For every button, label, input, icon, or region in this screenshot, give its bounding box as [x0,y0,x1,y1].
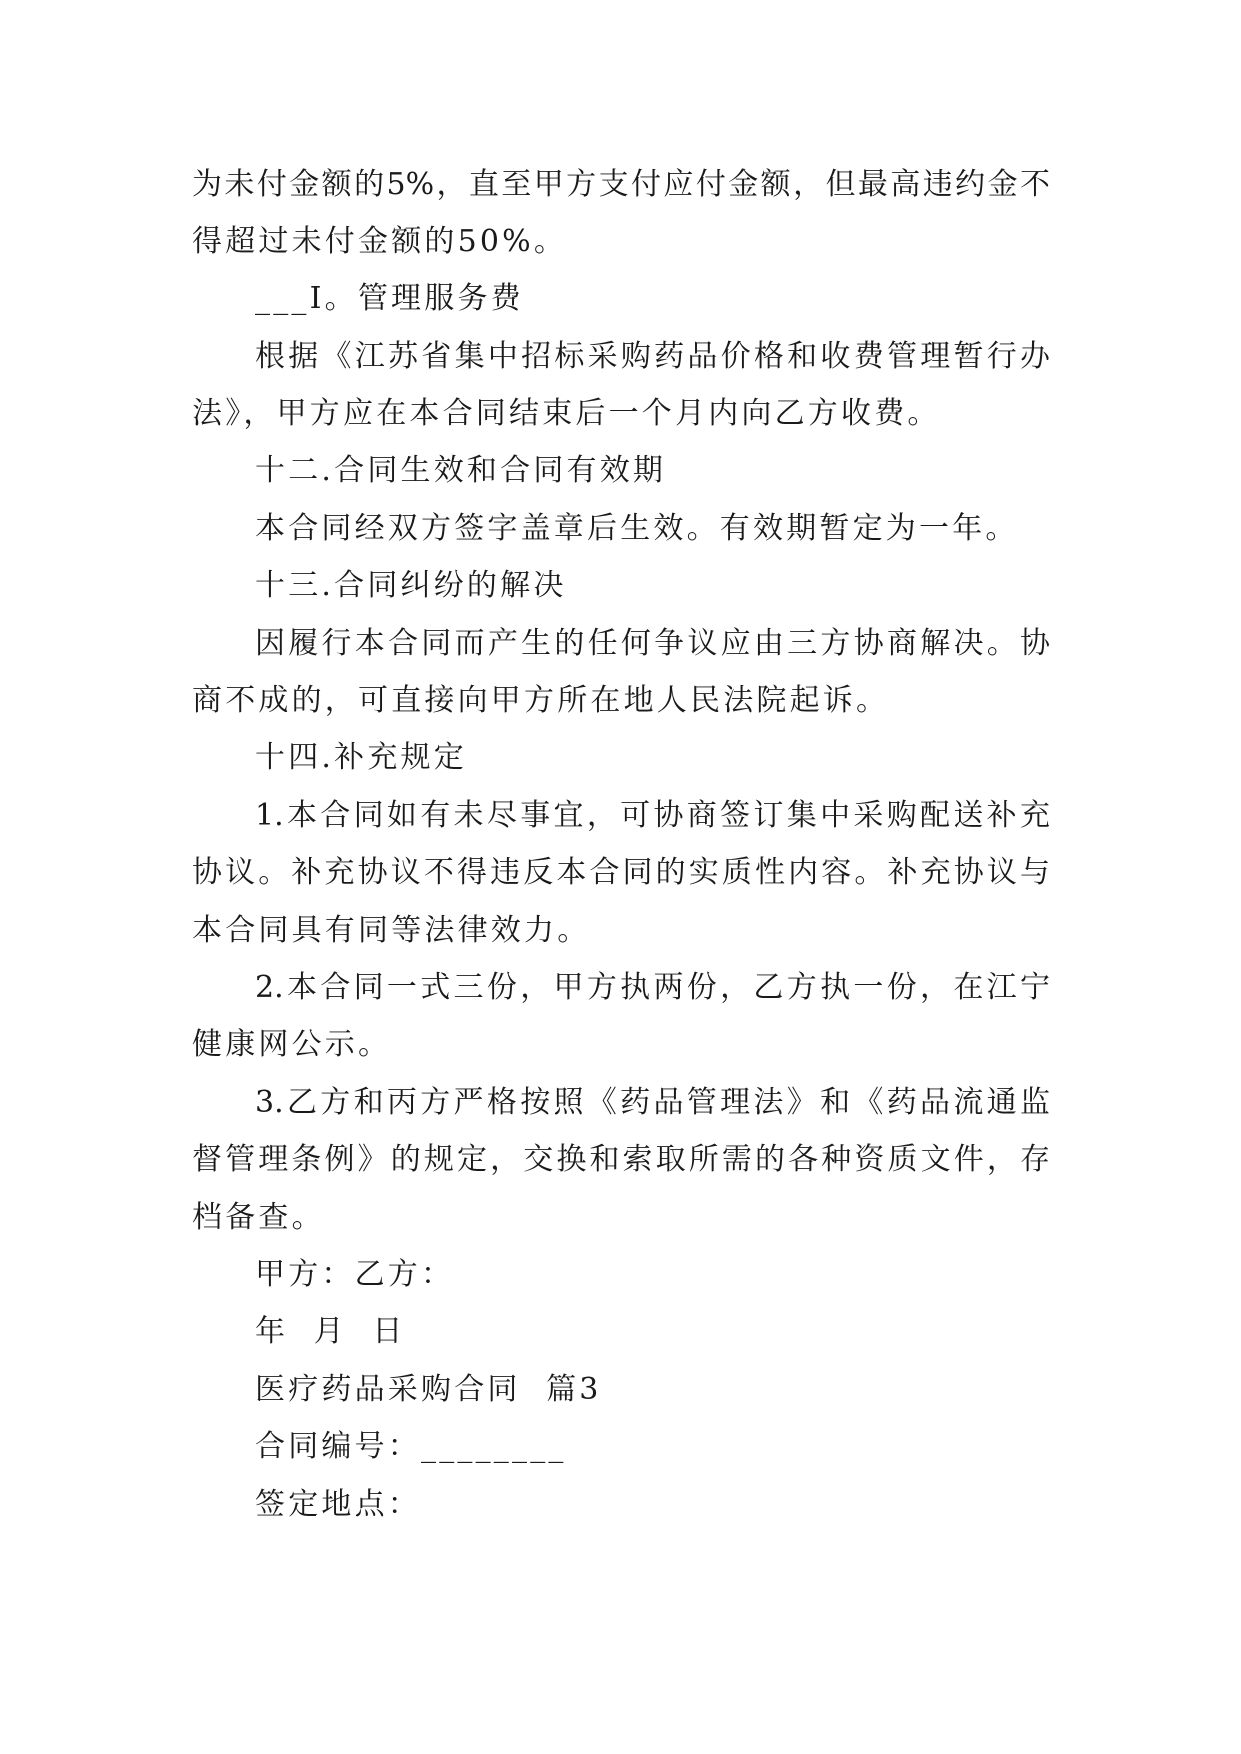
paragraph-line: 档备查。 [192,1200,325,1235]
signature-parties: 甲方：乙方： [255,1257,455,1292]
paragraph-line: 本合同经双方签字盖章后生效。有效期暂定为一年。 [255,511,1019,546]
paragraph-line: 法》，甲方应在本合同结束后一个月内向乙方收费。 [192,396,941,431]
paragraph-line: 1.本合同如有未尽事宜，可协商签订集中采购配送补充 [255,798,1050,833]
paragraph-line: 督管理条例》的规定，交换和索取所需的各种资质文件，存 [192,1142,1050,1177]
paragraph-line: 得超过未付金额的50%。 [192,224,568,259]
paragraph-line: 3.乙方和丙方严格按照《药品管理法》和《药品流通监 [255,1085,1050,1120]
paragraph-line: 根据《江苏省集中招标采购药品价格和收费管理暂行办 [255,339,1050,374]
document-title: 医疗药品采购合同 篇3 [255,1372,602,1407]
paragraph-line: 因履行本合同而产生的任何争议应由三方协商解决。协 [255,626,1050,661]
paragraph-line: 健康网公示。 [192,1027,392,1062]
section-heading: 十三.合同纠纷的解决 [255,568,567,603]
paragraph-line: 为未付金额的5%，直至甲方支付应付金额，但最高违约金不 [192,167,1050,202]
section-heading: ___I。管理服务费 [255,281,524,316]
paragraph-line: 2.本合同一式三份，甲方执两份，乙方执一份，在江宁 [255,970,1050,1005]
signature-date: 年 月 日 [255,1314,406,1349]
paragraph-line: 商不成的，可直接向甲方所在地人民法院起诉。 [192,683,890,718]
section-heading: 十四.补充规定 [255,740,467,775]
signing-location-field: 签定地点： [255,1487,421,1522]
paragraph-line: 本合同具有同等法律效力。 [192,913,591,948]
contract-number-field: 合同编号：________ [255,1429,567,1464]
paragraph-line: 协议。补充协议不得违反本合同的实质性内容。补充协议与 [192,855,1050,890]
section-heading: 十二.合同生效和合同有效期 [255,453,667,488]
